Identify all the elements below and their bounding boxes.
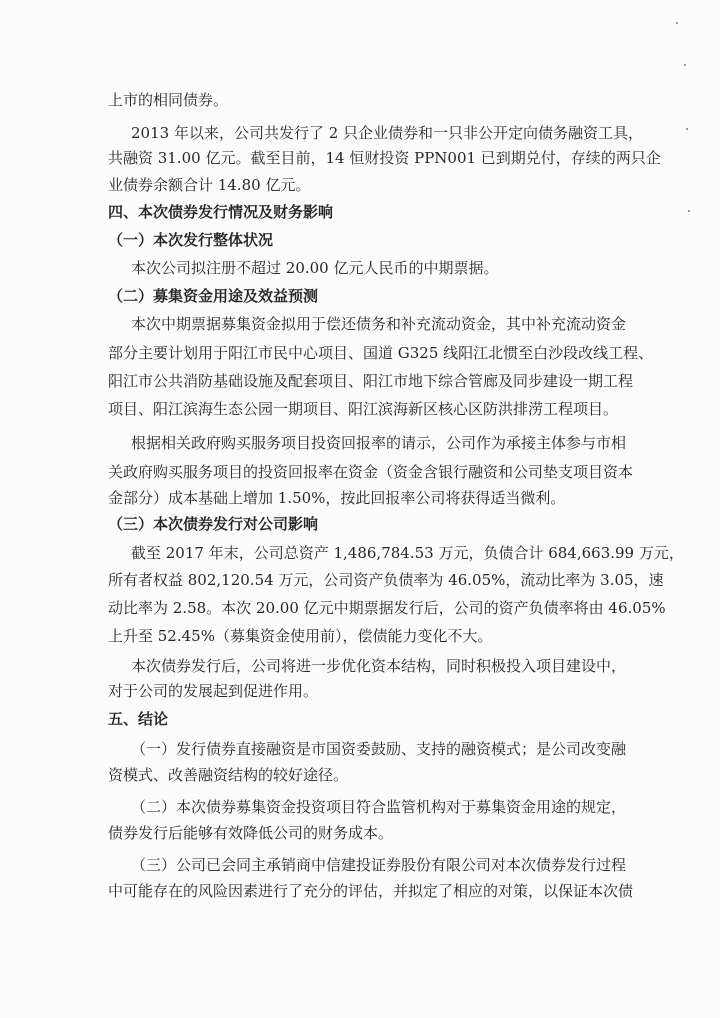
body-text-line: 关政府购买服务项目的投资回报率在资金（资金含银行融资和公司垫支项目资本 [108,463,634,481]
body-text-line: 项目、阳江滨海生态公园一期项目、阳江滨海新区核心区防洪排涝工程项目。 [108,400,619,418]
subsection-heading: （二）募集资金用途及效益预测 [108,287,319,305]
body-text-line: 上升至 52.45%（募集资金使用前），偿债能力变化不大。 [108,627,493,645]
scan-speck [676,22,678,24]
body-text-line: 共融资 31.00 亿元。截至目前，14 恒财投资 PPN001 已到期兑付，存续的两只企 [108,149,661,167]
section-heading: 四、本次债券发行情况及财务影响 [108,203,334,221]
body-text-line: 所有者权益 802,120.54 万元，公司资产负债率为 46.05%，流动比率为 3.05，速 [108,571,664,589]
body-text-line: （三）公司已会同主承销商中信建投证券股份有限公司对本次债券发行过程 [131,856,627,874]
subsection-heading: （一）本次发行整体状况 [108,231,274,249]
body-text-line: 本次债券发行后，公司将进一步优化资本结构，同时积极投入项目建设中， [131,657,627,675]
scan-speck [688,210,690,212]
body-text-line: （二）本次债券募集资金投资项目符合监管机构对于募集资金用途的规定， [131,798,627,816]
body-text-line: 本次中期票据募集资金拟用于偿还债务和补充流动资金，其中补充流动资金 [131,315,627,333]
body-text-line: （一）发行债券直接融资是市国资委鼓励、支持的融资模式；是公司改变融 [131,740,627,758]
body-text-line: 本次公司拟注册不超过 20.00 亿元人民币的中期票据。 [131,259,499,277]
body-text-line: 对于公司的发展起到促进作用。 [108,682,319,700]
body-text-line: 2013 年以来，公司共发行了 2 只企业债券和一只非公开定向债务融资工具， [131,124,644,142]
body-text-line: 根据相关政府购买服务项目投资回报率的请示，公司作为承接主体参与市相 [131,434,627,452]
scan-speck [686,128,688,130]
subsection-heading: （三）本次债券发行对公司影响 [108,515,319,533]
scan-speck [684,64,686,66]
body-text-line: 阳江市公共消防基础设施及配套项目、阳江市地下综合管廊及同步建设一期工程 [108,372,634,390]
body-text-line: 部分主要计划用于阳江市民中心项目、国道 G325 线阳江北惯至白沙段改线工程、 [108,344,654,362]
body-text-line: 中可能存在的风险因素进行了充分的评估，并拟定了相应的对策，以保证本次债 [108,882,634,900]
body-text-line: 上市的相同债券。 [108,91,229,109]
section-heading: 五、结论 [108,710,169,728]
body-text-line: 动比率为 2.58。本次 20.00 亿元中期票据发行后，公司的资产负债率将由 46.05% [108,599,666,617]
body-text-line: 资模式、改善融资结构的较好途径。 [108,766,349,784]
body-text-line: 业债券余额合计 14.80 亿元。 [108,176,311,194]
body-text-line: 截至 2017 年末，公司总资产 1,486,784.53 万元，负债合计 684,663.99 万元， [131,544,684,562]
body-text-line: 债券发行后能够有效降低公司的财务成本。 [108,824,394,842]
body-text-line: 金部分）成本基础上增加 1.50%，按此回报率公司将获得适当微利。 [108,489,566,507]
